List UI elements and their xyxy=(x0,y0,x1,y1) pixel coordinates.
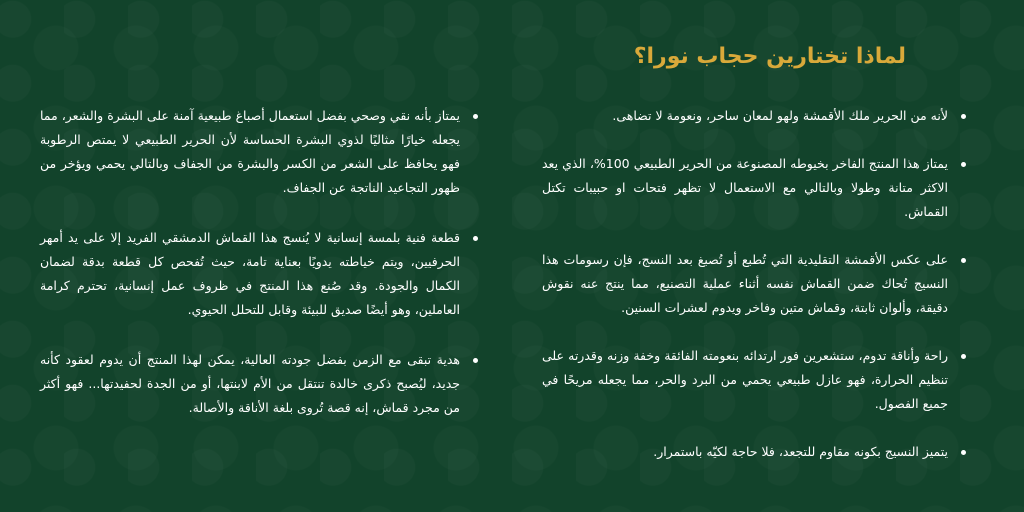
bullet-icon xyxy=(961,450,966,455)
list-item xyxy=(40,104,482,200)
list-item-text: قطعة فنية بلمسة إنسانية لا يُنسج هذا القماش الدمشقي الفريد إلا على يد أمهر الحرفيين، ويتم خياطته يدويًا بعناية تامة، حيث تُفحص كل قطعة بدقة لضمان الكمال والجودة. وقد صُنع هذا المنتج في ظروف عمل إنسانية، تحترم كرامة العاملين، وهو أيضًا صديق للبيئة وقابل للتحلل الحيوي. xyxy=(40,230,460,317)
list-item-text: يتميز النسيج بكونه مقاوم للتجعد، فلا حاجة لكيّه باستمرار. xyxy=(653,444,948,459)
list-item xyxy=(542,248,970,320)
list-item xyxy=(542,104,970,128)
list-item xyxy=(40,226,482,322)
list-item-text: راحة وأناقة تدوم، ستشعرين فور ارتدائه بنعومته الفائقة وخفة وزنه وقدرته على تنظيم الحرارة، فهو عازل طبيعي يحمي من البرد والحر، مما يجعله مريحًا في جميع الفصول. xyxy=(542,348,948,411)
list-item xyxy=(542,440,970,464)
bullet-icon xyxy=(473,236,478,241)
page-title: لماذا تختارين حجاب نورا؟ xyxy=(633,44,906,69)
list-item xyxy=(542,152,970,224)
bullet-icon xyxy=(961,258,966,263)
list-item xyxy=(40,348,482,420)
bullet-icon xyxy=(961,354,966,359)
list-item-text: هدية تبقى مع الزمن بفضل جودته العالية، يمكن لهذا المنتج أن يدوم لعقود كأنه جديد، ليُصبح ذكرى خالدة تنتقل من الأم لابنتها، أو من الجدة لحفيدتها... فهو أكثر من مجرد قماش، إنه قصة تُروى بلغة الأناقة والأصالة. xyxy=(40,352,460,415)
bullet-icon xyxy=(473,358,478,363)
list-item-text: لأنه من الحرير ملك الأقمشة ولهو لمعان ساحر، ونعومة لا تضاهى. xyxy=(612,108,948,123)
list-item-text: يمتاز بأنه نقي وصحي بفضل استعمال أصباغ طبيعية آمنة على البشرة والشعر، مما يجعله خيارًا مثاليًا لذوي البشرة الحساسة لأن الحرير الطبيعي لا يمتص الرطوبة فهو يحافظ على الشعر من الكسر والبشرة من الجفاف وبالتالي يحمي ويؤخر من ظهور التجاعيد الناتجة عن الجفاف. xyxy=(40,108,460,195)
benefits-list-left xyxy=(40,104,482,446)
bullet-icon xyxy=(473,114,478,119)
bullet-icon xyxy=(961,114,966,119)
list-item xyxy=(542,344,970,416)
list-item-text: يمتاز هذا المنتج الفاخر بخيوطه المصنوعة من الحرير الطبيعي 100%، الذي يعد الاكثر متانة وطولا وبالتالي مع الاستعمال لا تظهر فتحات او حبيبات تكتل القماش. xyxy=(542,156,948,219)
benefits-list-right xyxy=(542,104,970,488)
bullet-icon xyxy=(961,162,966,167)
list-item-text: على عكس الأقمشة التقليدية التي تُطبع أو تُصبغ بعد النسج، فإن رسومات هذا النسيج تُحاك ضمن القماش نفسه أثناء عملية التصنيع، مما ينتج عنه نقوش دقيقة، وألوان ثابتة، وقماش متين وفاخر ويدوم لعشرات السنين. xyxy=(542,252,948,315)
